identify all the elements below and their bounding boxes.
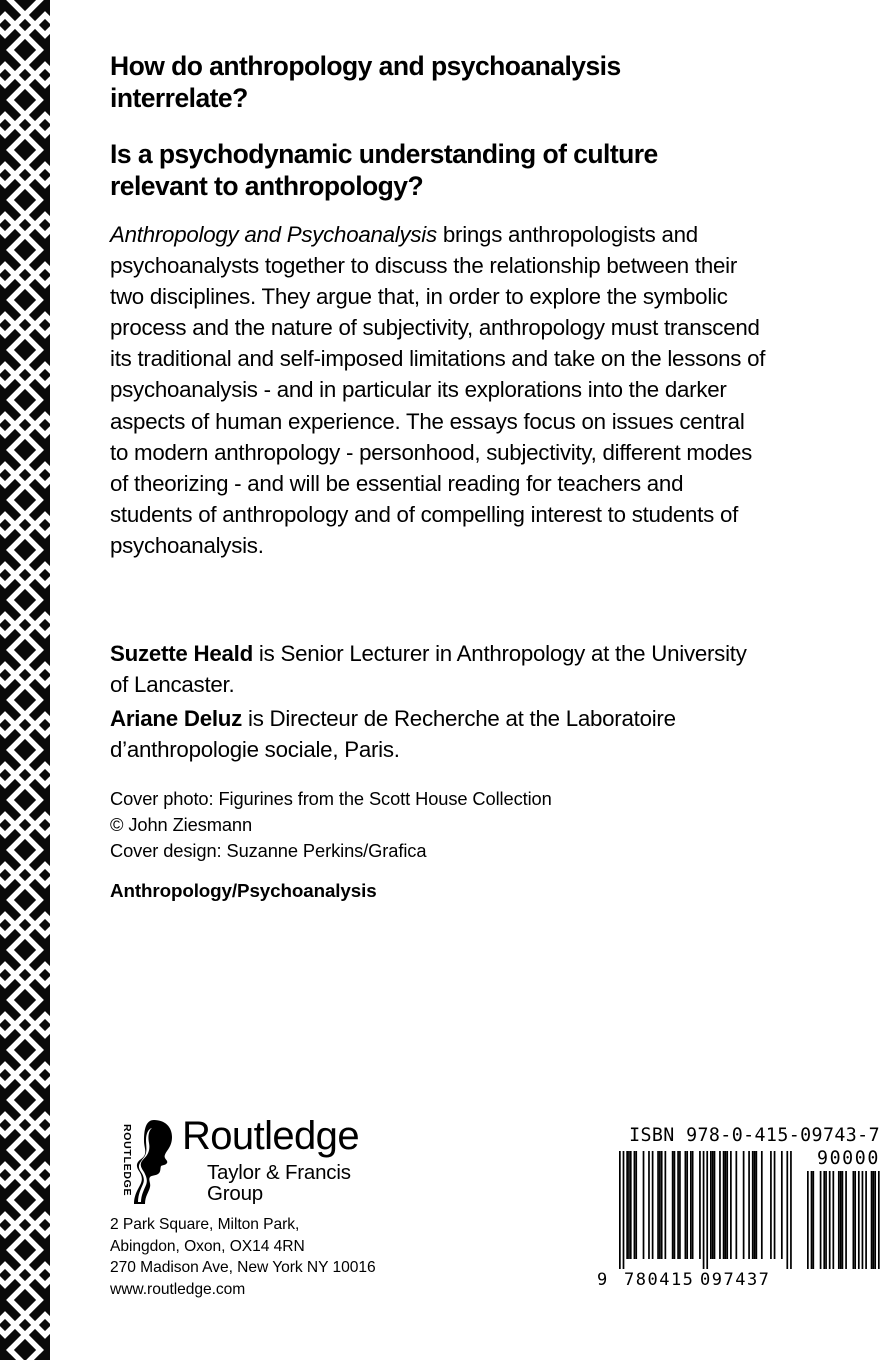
ean13-barcode-icon [595,1151,880,1289]
diamond-lattice-pattern-icon [0,0,50,1360]
author-name: Ariane Deluz [110,705,243,731]
credit-line-design: Cover design: Suzanne Perkins/Grafica [110,840,427,862]
svg-text:9: 9 [597,1270,608,1289]
credit-line-copyright: © John Ziesmann [110,814,253,836]
headline-question-2: Is a psychodynamic understanding of culture relevant to anthropology? [110,139,658,201]
cover-credits [110,786,710,864]
subject-category-label: Anthropology/Psychoanalysis [110,880,377,901]
publisher-address [110,1214,440,1301]
publisher-website[interactable]: www.routledge.com [110,1281,246,1299]
address-line-2: Abingdon, Oxon, OX14 4RN [110,1237,305,1255]
routledge-profile-face-logo-icon [110,1118,182,1204]
svg-text:ROUTLEDGE: ROUTLEDGE [121,1124,133,1197]
author-description: is Senior Lecturer in Anthropology at the University of Lancaster. [110,641,747,697]
headline-question-1: How do anthropology and psychoanalysis interrelate? [110,51,621,113]
address-line-1: 2 Park Square, Milton Park, [110,1216,300,1233]
author-name: Suzette Heald [110,641,253,666]
author-bio-item [110,704,770,766]
author-bio-item [110,639,770,701]
svg-text:780415: 780415 [624,1270,695,1289]
author-description: is Directeur de Recherche at the Laboratoire d’anthropologie sociale, Paris. [110,705,676,762]
svg-text:097437: 097437 [700,1270,771,1289]
back-cover-content [110,0,880,1360]
publisher-name: Routledge [182,1114,359,1158]
blurb-paragraph [110,219,766,561]
credit-line-photo: Cover photo: Figurines from the Scott House Collection [110,788,552,809]
publisher-logo [110,1114,400,1205]
publisher-tagline: Taylor & Francis Group [207,1161,351,1205]
blurb-body-text: brings anthropologists and psychoanalysts together to discuss the relationship between their two disciplines. They argue that, in order to explore the symbolic process and the nature of subjectivity, anthropology must transcend its traditional and self-imposed limitations and take on the lessons of psychoanalysis - and in particular its explorations into the darker aspects of human experience. The essays focus on issues central to modern anthropology - personhood, subjectivity, different modes of theorizing - and will be essential reading for teachers and students of anthropology and of compelling interest to students of psychoanalysis. [110,222,766,558]
publisher-wordmark [182,1116,397,1204]
isbn-barcode-block [595,1125,880,1290]
barcode-addon-value: 90000 [816,1148,880,1169]
author-bios [110,639,770,766]
address-line-3: 270 Madison Ave, New York NY 10016 [110,1259,376,1277]
spine-decorative-band [0,0,50,1360]
blurb-book-title: Anthropology and Psychoanalysis [110,222,437,247]
isbn-label: ISBN 978-0-415-09743-7 [629,1125,880,1146]
